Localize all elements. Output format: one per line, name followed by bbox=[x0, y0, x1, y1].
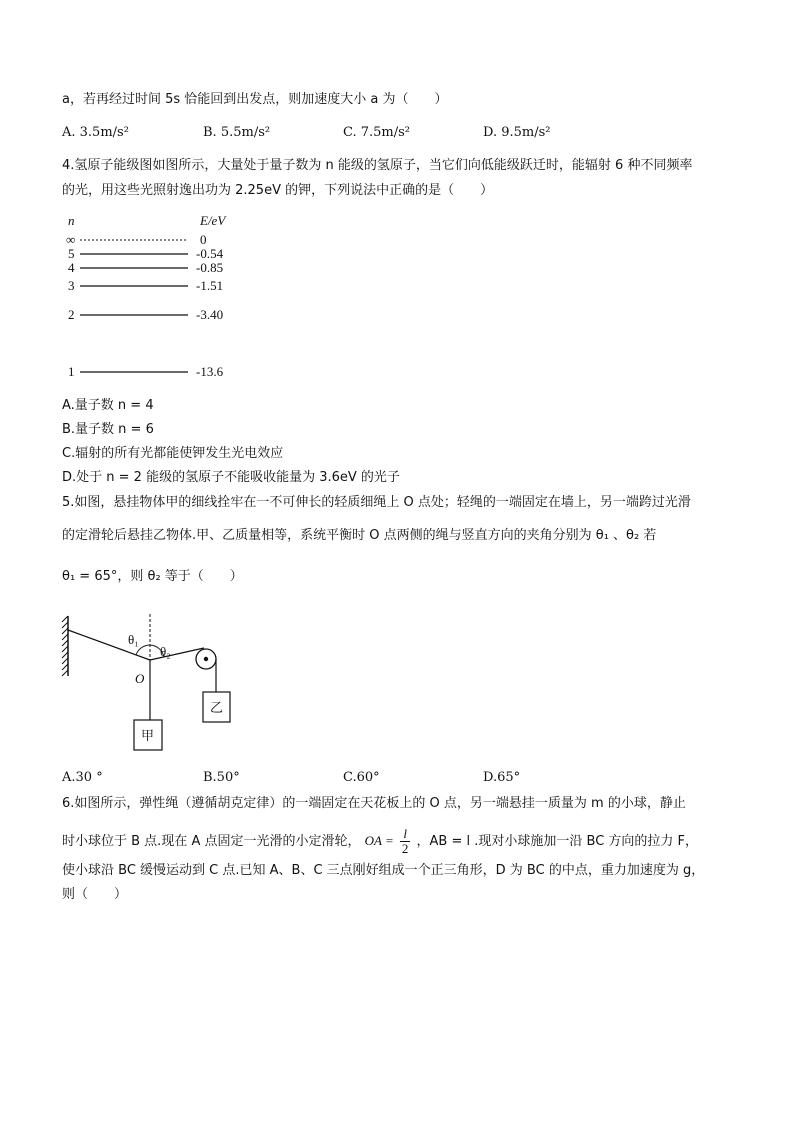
q3-option-d[interactable]: D. 9.5m/s² bbox=[483, 125, 551, 140]
level-e-3: -1.51 bbox=[196, 278, 224, 293]
q3-stem-line: a，若再经过时间 5s 恰能回到出发点，则加速度大小 a 为（ ） bbox=[62, 92, 448, 107]
q4-option-d[interactable]: D.处于 n = 2 能级的氢原子不能吸收能量为 3.6eV 的光子 bbox=[62, 470, 400, 485]
q4-stem-line1: 4.氢原子能级图如图所示，大量处于量子数为 n 能级的氢原子，当它们向低能级跃迁时，能辐射 6 种不同频率 bbox=[62, 158, 693, 173]
q6-stem-line3: 使小球沿 BC 缓慢运动到 C 点.已知 A、B、C 三点刚好组成一个正三角形，D 为 BC 的中点，重力加速度为 g， bbox=[62, 863, 705, 878]
point-o-label: O bbox=[135, 671, 145, 686]
level-n-5: 5 bbox=[68, 246, 75, 261]
q4-option-c[interactable]: C.辐射的所有光都能使钾发生光电效应 bbox=[62, 446, 284, 461]
level-n-4: 4 bbox=[68, 260, 75, 275]
q5-option-b[interactable]: B.50° bbox=[203, 770, 240, 785]
level-e-1: -13.6 bbox=[196, 364, 224, 379]
level-n-1: 1 bbox=[68, 364, 75, 379]
theta1-label: θ₁ bbox=[128, 632, 139, 647]
q6-stem-line1: 6.如图所示，弹性绳（遵循胡克定律）的一端固定在天花板上的 O 点，另一端悬挂一质量为 m 的小球，静止 bbox=[62, 796, 686, 811]
fraction-numerator: l bbox=[400, 827, 411, 842]
energy-level-diagram bbox=[60, 208, 260, 388]
level-n-2: 2 bbox=[68, 307, 75, 322]
q5-option-d[interactable]: D.65° bbox=[483, 770, 521, 785]
q6-stem-line4: 则（ ） bbox=[62, 887, 128, 902]
q3-option-c[interactable]: C. 7.5m/s² bbox=[343, 125, 411, 140]
n-axis-label: n bbox=[68, 213, 75, 228]
q4-option-a[interactable]: A.量子数 n = 4 bbox=[62, 398, 154, 413]
level-e-4: -0.85 bbox=[196, 260, 224, 275]
block-yi-label: 乙 bbox=[210, 700, 224, 715]
level-e-inf: 0 bbox=[200, 232, 207, 247]
q3-option-a[interactable]: A. 3.5m/s² bbox=[62, 125, 129, 140]
theta2-label: θ₂ bbox=[160, 644, 171, 659]
q5-stem-line1: 5.如图，悬挂物体甲的细线拴牢在一不可伸长的轻质细绳上 O 点处；轻绳的一端固定在墙上，另一端跨过光滑 bbox=[62, 495, 691, 510]
pulley-diagram bbox=[60, 612, 250, 762]
level-n-inf: ∞ bbox=[66, 232, 76, 247]
q6-stem-line2 bbox=[62, 827, 698, 856]
q4-stem-line2: 的光，用这些光照射逸出功为 2.25eV 的钾，下列说法中正确的是（ ） bbox=[62, 183, 494, 198]
energy-axis-label: E/eV bbox=[200, 213, 226, 228]
oa-equation: OA = bbox=[364, 833, 394, 848]
pulley-axle bbox=[204, 657, 208, 661]
wall-hatching bbox=[62, 616, 68, 676]
q5-stem-line3: θ₁ = 65°，则 θ₂ 等于（ ） bbox=[62, 569, 243, 584]
level-n-3: 3 bbox=[68, 278, 75, 293]
q5-option-a[interactable]: A.30 ° bbox=[62, 770, 103, 785]
q5-option-c[interactable]: C.60° bbox=[343, 770, 380, 785]
level-e-5: -0.54 bbox=[196, 246, 224, 261]
fraction-l-over-2 bbox=[400, 827, 411, 856]
level-e-2: -3.40 bbox=[196, 307, 224, 322]
q3-option-b[interactable]: B. 5.5m/s² bbox=[203, 125, 271, 140]
fraction-denominator: 2 bbox=[401, 841, 409, 856]
q5-stem-line2: 的定滑轮后悬挂乙物体.甲、乙质量相等，系统平衡时 O 点两侧的绳与竖直方向的夹角分别为 θ₁ 、θ₂ 若 bbox=[62, 528, 657, 543]
q6-line2-part-a: 时小球位于 B 点.现在 A 点固定一光滑的小定滑轮， bbox=[62, 834, 361, 849]
q4-option-b[interactable]: B.量子数 n = 6 bbox=[62, 422, 154, 437]
q6-line2-part-b: ，AB = l .现对小球施加一沿 BC 方向的拉力 F， bbox=[416, 834, 699, 849]
block-jia-label: 甲 bbox=[141, 728, 155, 743]
